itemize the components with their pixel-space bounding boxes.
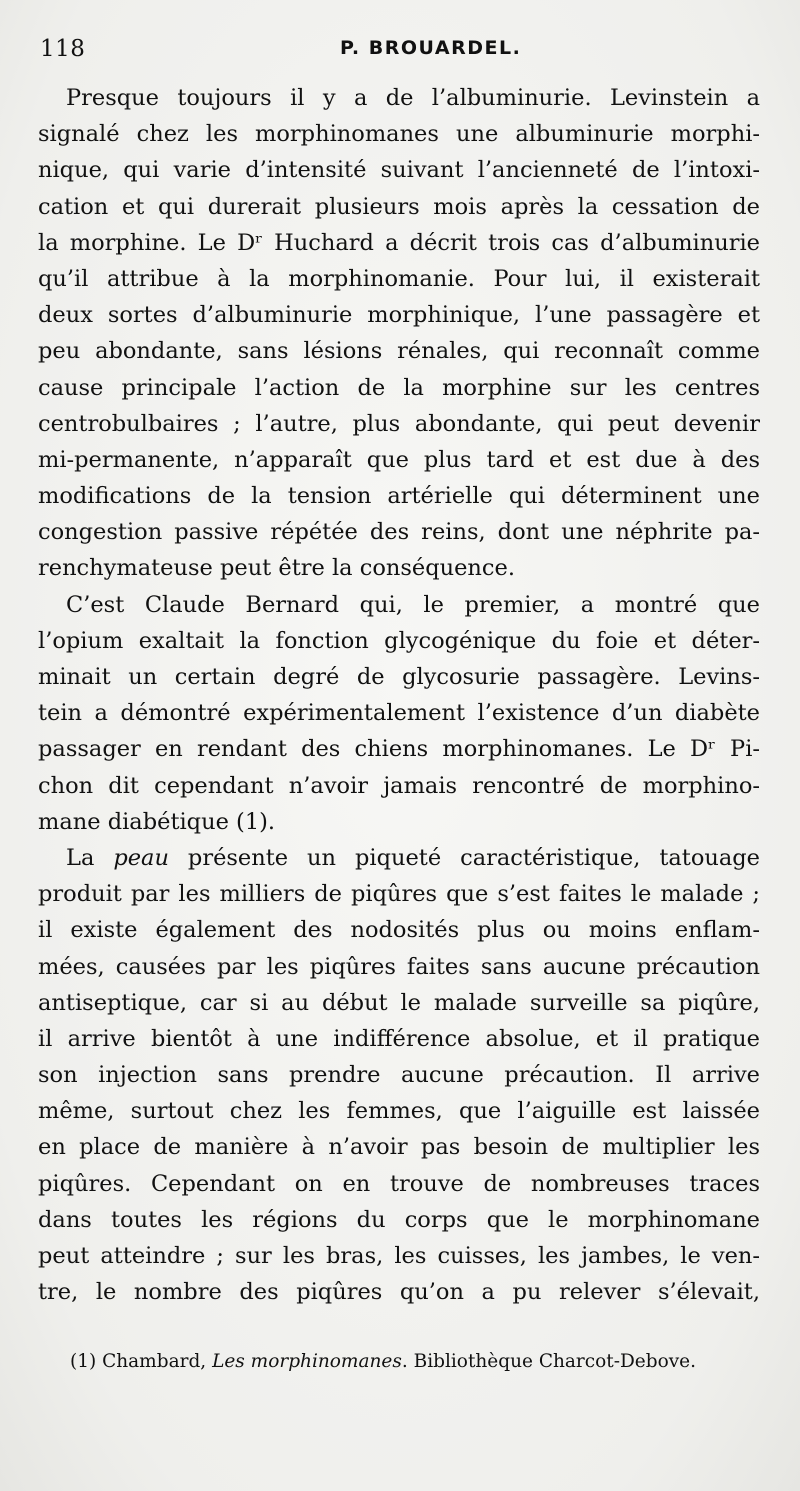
body-text <box>38 80 760 1310</box>
text-line: il arrive bientôt à une indifférence absolue, et il pratique <box>38 1025 760 1052</box>
text-line: mane diabétique (1). <box>38 808 276 835</box>
text-line: renchymateuse peut être la conséquence. <box>38 555 515 582</box>
text-line: Presque toujours il y a de l’albuminurie. Levinstein a <box>66 85 760 111</box>
text-line: en place de manière à n’avoir pas besoin de multiplier les <box>38 1134 760 1161</box>
footnote: (1) Chambard, Les morphinomanes. Bibliothèque Charcot-Debove. <box>70 1351 696 1372</box>
text-line: piqûres. Cependant on en trouve de nombreuses traces <box>38 1170 760 1197</box>
text-line: la morphine. Le Dʳ Huchard a décrit trois cas d’albuminurie <box>38 229 760 256</box>
page-number: 118 <box>40 36 86 62</box>
text-line: chon dit cependant n’avoir jamais rencontré de morphino- <box>38 772 760 799</box>
text-line: antiseptique, car si au début le malade surveille sa piqûre, <box>38 989 760 1016</box>
text-line: tein a démontré expérimentalement l’existence d’un diabète <box>38 700 760 727</box>
paragraph-albuminurie <box>38 80 760 587</box>
text-line: l’opium exaltait la fonction glycogénique du foie et déter- <box>38 627 760 654</box>
running-head: P. BROUARDEL. <box>340 37 522 59</box>
text-line: son injection sans prendre aucune précaution. Il arrive <box>38 1062 760 1089</box>
text-line: produit par les milliers de piqûres que s’est faites le malade ; <box>38 881 760 908</box>
text-line: mi-permanente, n’apparaît que plus tard et est due à des <box>38 446 760 473</box>
text-line: passager en rendant des chiens morphinomanes. Le Dʳ Pi- <box>38 736 760 763</box>
text-line: qu’il attribue à la morphinomanie. Pour lui, il existerait <box>38 265 760 292</box>
text-line: tre, le nombre des piqûres qu’on a pu relever s’élevait, <box>38 1279 760 1306</box>
text-line: centrobulbaires ; l’autre, plus abondante, qui peut devenir <box>38 410 760 437</box>
text-line: peu abondante, sans lésions rénales, qui reconnaît comme <box>38 338 760 365</box>
text-line: cause principale l’action de la morphine sur les centres <box>38 374 760 401</box>
text-line: il existe également des nodosités plus ou moins enflam- <box>38 917 760 944</box>
text-line: dans toutes les régions du corps que le morphinomane <box>38 1206 760 1233</box>
text-line: mées, causées par les piqûres faites sans aucune précaution <box>38 953 760 980</box>
text-line: minait un certain degré de glycosurie passagère. Levins- <box>38 664 760 690</box>
paragraph-peau <box>38 840 760 1310</box>
text-line: congestion passive répétée des reins, dont une néphrite pa- <box>38 519 760 546</box>
text-line: même, surtout chez les femmes, que l’aiguille est laissée <box>38 1098 760 1125</box>
text-line: La peau présente un piqueté caractéristique, tatouage <box>66 844 760 871</box>
paragraph-glycosurie <box>38 587 760 840</box>
text-line: modifications de la tension artérielle qui déterminent une <box>38 483 760 510</box>
page-header <box>40 36 760 66</box>
text-line: signalé chez les morphinomanes une albuminurie morphi- <box>38 121 760 148</box>
text-line: deux sortes d’albuminurie morphinique, l’une passagère et <box>38 302 760 329</box>
text-line: nique, qui varie d’intensité suivant l’ancienneté de l’intoxi- <box>38 157 760 184</box>
text-line: peut atteindre ; sur les bras, les cuisses, les jambes, le ven- <box>38 1243 760 1269</box>
text-line: cation et qui durerait plusieurs mois après la cessation de <box>38 193 760 220</box>
text-line: C’est Claude Bernard qui, le premier, a montré que <box>66 591 760 618</box>
